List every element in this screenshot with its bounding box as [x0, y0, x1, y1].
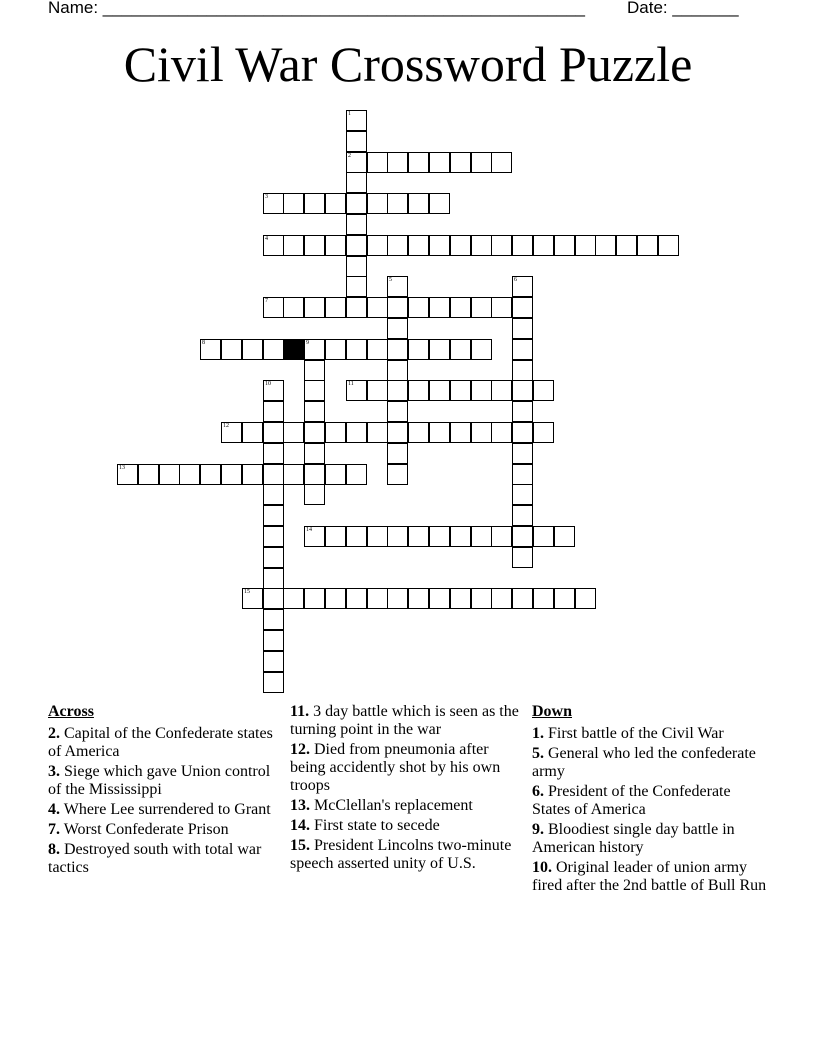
grid-cell[interactable] [304, 360, 325, 381]
grid-cell[interactable] [263, 630, 284, 651]
grid-cell[interactable] [533, 422, 554, 443]
grid-cell[interactable] [512, 339, 533, 360]
grid-cell[interactable] [263, 401, 284, 422]
clue-text: Worst Confederate Prison [60, 821, 229, 838]
grid-cell[interactable] [429, 152, 450, 173]
grid-cell[interactable] [471, 339, 492, 360]
grid-cell[interactable] [408, 526, 429, 547]
clue-number: 3. [48, 763, 60, 780]
grid-cell[interactable] [533, 526, 554, 547]
grid-cell[interactable] [367, 193, 388, 214]
grid-cell[interactable] [450, 297, 471, 318]
clue-text: General who led the confederate army [532, 745, 756, 780]
grid-cell[interactable] [450, 235, 471, 256]
grid-cell[interactable] [325, 297, 346, 318]
grid-cell[interactable] [346, 256, 367, 277]
grid-cell[interactable] [533, 588, 554, 609]
grid-cell[interactable] [512, 401, 533, 422]
clue-number: 9 [306, 340, 309, 346]
grid-cell[interactable] [367, 297, 388, 318]
grid-cell[interactable] [346, 152, 367, 173]
grid-cell[interactable] [575, 235, 596, 256]
grid-cell[interactable] [387, 360, 408, 381]
clue-text: Bloodiest single day battle in American history [532, 821, 735, 856]
grid-cell[interactable] [512, 297, 533, 318]
grid-cell[interactable] [658, 235, 679, 256]
grid-cell[interactable] [263, 526, 284, 547]
grid-cell[interactable] [242, 588, 263, 609]
grid-cell[interactable] [263, 464, 284, 485]
grid-cell[interactable] [616, 235, 637, 256]
grid-cell[interactable] [429, 235, 450, 256]
grid-cell[interactable] [263, 235, 284, 256]
clue-text: President of the Confederate States of America [532, 783, 731, 818]
grid-cell[interactable] [283, 235, 304, 256]
grid-cell[interactable] [471, 588, 492, 609]
clue-text: Died from pneumonia after being accidently shot by his own troops [290, 741, 501, 794]
clue-text: Original leader of union army fired after the 2nd battle of Bull Run [532, 859, 767, 894]
grid-cell[interactable] [408, 422, 429, 443]
grid-cell[interactable] [325, 235, 346, 256]
grid-cell[interactable] [367, 339, 388, 360]
clue-number: 8 [202, 340, 205, 346]
grid-cell[interactable] [429, 380, 450, 401]
clue-number: 4 [265, 236, 268, 242]
grid-cell[interactable] [450, 588, 471, 609]
grid-cell[interactable] [346, 235, 367, 256]
clue-number: 2 [348, 153, 351, 159]
grid-cell[interactable] [450, 380, 471, 401]
grid-cell[interactable] [387, 380, 408, 401]
grid-cell[interactable] [367, 588, 388, 609]
grid-cell[interactable] [512, 422, 533, 443]
grid-cell[interactable] [387, 464, 408, 485]
grid-cell[interactable] [491, 235, 512, 256]
grid-cell[interactable] [283, 297, 304, 318]
grid-cell[interactable] [263, 505, 284, 526]
clue-number: 5 [389, 277, 392, 283]
grid-cell[interactable] [429, 588, 450, 609]
grid-cell[interactable] [471, 380, 492, 401]
grid-cell[interactable] [512, 235, 533, 256]
grid-cell[interactable] [346, 214, 367, 235]
grid-cell[interactable] [325, 526, 346, 547]
clue-number: 13. [290, 797, 310, 814]
grid-cell[interactable] [242, 339, 263, 360]
grid-cell[interactable] [283, 422, 304, 443]
grid-cell[interactable] [138, 464, 159, 485]
grid-cell[interactable] [471, 152, 492, 173]
clue-number: 3 [265, 194, 268, 200]
grid-cell[interactable] [512, 526, 533, 547]
grid-cell[interactable] [346, 110, 367, 131]
grid-cell[interactable] [304, 588, 325, 609]
down-clue [532, 745, 768, 781]
grid-cell[interactable] [283, 193, 304, 214]
grid-cell[interactable] [346, 276, 367, 297]
clue-number: 15. [290, 837, 310, 854]
grid-cell[interactable] [554, 526, 575, 547]
grid-cell[interactable] [263, 609, 284, 630]
grid-cell[interactable] [263, 651, 284, 672]
grid-cell[interactable] [304, 235, 325, 256]
clue-number: 6. [532, 783, 544, 800]
grid-cell[interactable] [512, 443, 533, 464]
grid-cell[interactable] [512, 505, 533, 526]
grid-cell[interactable] [491, 380, 512, 401]
across-clue [48, 763, 280, 799]
clue-number: 10 [265, 381, 271, 387]
clue-number: 7. [48, 821, 60, 838]
grid-cell[interactable] [304, 484, 325, 505]
grid-cell[interactable] [304, 339, 325, 360]
clue-text: Capital of the Confederate states of America [48, 725, 273, 760]
grid-cell[interactable] [429, 193, 450, 214]
clue-text: First state to secede [310, 817, 440, 834]
grid-cell[interactable] [512, 380, 533, 401]
clue-text: Where Lee surrendered to Grant [60, 801, 271, 818]
across-clue [48, 821, 280, 839]
grid-cell[interactable] [221, 422, 242, 443]
grid-cell[interactable] [263, 193, 284, 214]
grid-cell[interactable] [263, 443, 284, 464]
across-heading: Across [48, 703, 94, 720]
clue-number: 15 [244, 589, 250, 595]
clue-number: 5. [532, 745, 544, 762]
clue-number: 7 [265, 298, 268, 304]
grid-cell[interactable] [221, 464, 242, 485]
clue-text: Destroyed south with total war tactics [48, 841, 262, 876]
down-clue [532, 725, 768, 743]
across-clue [290, 797, 526, 815]
across-clue [290, 817, 526, 835]
grid-cell[interactable] [242, 464, 263, 485]
grid-cell[interactable] [450, 422, 471, 443]
across-clue [48, 725, 280, 761]
grid-cell[interactable] [346, 380, 367, 401]
grid-cell[interactable] [304, 443, 325, 464]
clue-number: 1. [532, 725, 544, 742]
clue-text: Siege which gave Union control of the Mississippi [48, 763, 271, 798]
grid-cell[interactable] [304, 526, 325, 547]
grid-cell[interactable] [512, 484, 533, 505]
grid-cell[interactable] [387, 235, 408, 256]
clue-number: 6 [514, 277, 517, 283]
grid-cell[interactable] [575, 588, 596, 609]
grid-cell[interactable] [554, 588, 575, 609]
grid-cell[interactable] [408, 235, 429, 256]
grid-cell[interactable] [346, 464, 367, 485]
grid-cell[interactable] [283, 464, 304, 485]
clue-column-2 [290, 703, 526, 875]
down-heading: Down [532, 703, 573, 720]
clue-number: 11. [290, 703, 310, 720]
grid-cell[interactable] [263, 422, 284, 443]
grid-cell[interactable] [304, 193, 325, 214]
grid-cell[interactable] [491, 588, 512, 609]
grid-cell[interactable] [346, 131, 367, 152]
grid-cell[interactable] [512, 318, 533, 339]
grid-cell[interactable] [263, 672, 284, 693]
grid-cell[interactable] [387, 297, 408, 318]
grid-cell[interactable] [367, 526, 388, 547]
grid-cell[interactable] [429, 526, 450, 547]
clue-number: 12. [290, 741, 310, 758]
grid-cell[interactable] [512, 464, 533, 485]
grid-cell[interactable] [367, 422, 388, 443]
grid-cell[interactable] [471, 526, 492, 547]
grid-cell[interactable] [637, 235, 658, 256]
page-title: Civil War Crossword Puzzle [123, 36, 693, 92]
grid-cell[interactable] [512, 276, 533, 297]
clue-number: 4. [48, 801, 60, 818]
grid-cell[interactable] [179, 464, 200, 485]
grid-cell[interactable] [450, 526, 471, 547]
grid-cell[interactable] [387, 401, 408, 422]
grid-cell[interactable] [346, 297, 367, 318]
grid-cell[interactable] [512, 360, 533, 381]
clue-number: 14 [306, 527, 312, 533]
grid-cell[interactable] [387, 443, 408, 464]
grid-cell[interactable] [346, 588, 367, 609]
grid-cell[interactable] [304, 297, 325, 318]
grid-cell[interactable] [491, 526, 512, 547]
grid-cell[interactable] [450, 339, 471, 360]
grid-cell[interactable] [387, 318, 408, 339]
grid-cell[interactable] [367, 235, 388, 256]
grid-cell[interactable] [346, 526, 367, 547]
grid-cell[interactable] [367, 380, 388, 401]
grid-cell[interactable] [304, 380, 325, 401]
grid-cell[interactable] [304, 401, 325, 422]
grid-cell[interactable] [387, 193, 408, 214]
grid-cell[interactable] [325, 464, 346, 485]
across-clue [48, 801, 280, 819]
across-clue [48, 841, 280, 877]
grid-cell[interactable] [242, 422, 263, 443]
clue-number: 8. [48, 841, 60, 858]
clue-number: 12 [223, 423, 229, 429]
grid-cell[interactable] [200, 339, 221, 360]
grid-cell[interactable] [491, 422, 512, 443]
clue-number: 2. [48, 725, 60, 742]
down-clue [532, 783, 768, 819]
clue-text: First battle of the Civil War [544, 725, 724, 742]
grid-cell[interactable] [471, 297, 492, 318]
grid-cell[interactable] [387, 422, 408, 443]
clue-number: 11 [348, 381, 354, 387]
grid-cell[interactable] [408, 193, 429, 214]
across-clue [290, 741, 526, 795]
grid-cell[interactable] [533, 235, 554, 256]
grid-cell[interactable] [263, 484, 284, 505]
grid-cell[interactable] [346, 172, 367, 193]
grid-cell[interactable] [117, 464, 138, 485]
grid-cell[interactable] [491, 152, 512, 173]
grid-cell[interactable] [387, 152, 408, 173]
grid-cell[interactable] [263, 588, 284, 609]
grid-cell[interactable] [512, 588, 533, 609]
grid-cell[interactable] [450, 152, 471, 173]
grid-cell[interactable] [387, 276, 408, 297]
grid-cell[interactable] [554, 235, 575, 256]
grid-cell[interactable] [346, 422, 367, 443]
clue-number: 9. [532, 821, 544, 838]
grid-cell[interactable] [471, 422, 492, 443]
grid-cell[interactable] [325, 339, 346, 360]
grid-cell[interactable] [429, 297, 450, 318]
grid-cell[interactable] [595, 235, 616, 256]
grid-cell[interactable] [263, 297, 284, 318]
grid-cell[interactable] [325, 588, 346, 609]
grid-cell[interactable] [429, 339, 450, 360]
date-field[interactable]: Date: _______ [627, 0, 739, 17]
clue-column-3 [532, 703, 768, 897]
grid-cell[interactable] [263, 547, 284, 568]
grid-cell[interactable] [304, 422, 325, 443]
grid-cell[interactable] [387, 588, 408, 609]
clue-text: McClellan's replacement [310, 797, 473, 814]
grid-cell[interactable] [471, 235, 492, 256]
grid-cell[interactable] [408, 588, 429, 609]
down-clue [532, 821, 768, 857]
clue-number: 14. [290, 817, 310, 834]
grid-cell[interactable] [159, 464, 180, 485]
grid-cell[interactable] [429, 422, 450, 443]
down-clue [532, 859, 768, 895]
clue-number: 10. [532, 859, 552, 876]
grid-cell[interactable] [263, 339, 284, 360]
grid-cell[interactable] [367, 152, 388, 173]
grid-cell[interactable] [408, 339, 429, 360]
clue-text: 3 day battle which is seen as the turning point in the war [290, 703, 519, 738]
across-clue [290, 837, 526, 873]
name-field[interactable]: Name: ___________________________________________________ [48, 0, 585, 17]
blocked-cell [283, 339, 304, 360]
clue-number: 13 [119, 465, 125, 471]
grid-cell[interactable] [263, 568, 284, 589]
clue-column-1 [48, 703, 280, 879]
grid-cell[interactable] [221, 339, 242, 360]
grid-cell[interactable] [325, 193, 346, 214]
grid-cell[interactable] [346, 193, 367, 214]
grid-cell[interactable] [346, 339, 367, 360]
across-clue [290, 703, 526, 739]
grid-cell[interactable] [512, 547, 533, 568]
grid-cell[interactable] [408, 152, 429, 173]
grid-cell[interactable] [387, 339, 408, 360]
grid-cell[interactable] [283, 588, 304, 609]
grid-cell[interactable] [408, 380, 429, 401]
grid-cell[interactable] [491, 297, 512, 318]
grid-cell[interactable] [533, 380, 554, 401]
grid-cell[interactable] [387, 526, 408, 547]
grid-cell[interactable] [304, 464, 325, 485]
grid-cell[interactable] [200, 464, 221, 485]
grid-cell[interactable] [325, 422, 346, 443]
grid-cell[interactable] [408, 297, 429, 318]
clue-text: President Lincolns two-minute speech asserted unity of U.S. [290, 837, 512, 872]
clue-number: 1 [348, 111, 351, 117]
grid-cell[interactable] [263, 380, 284, 401]
